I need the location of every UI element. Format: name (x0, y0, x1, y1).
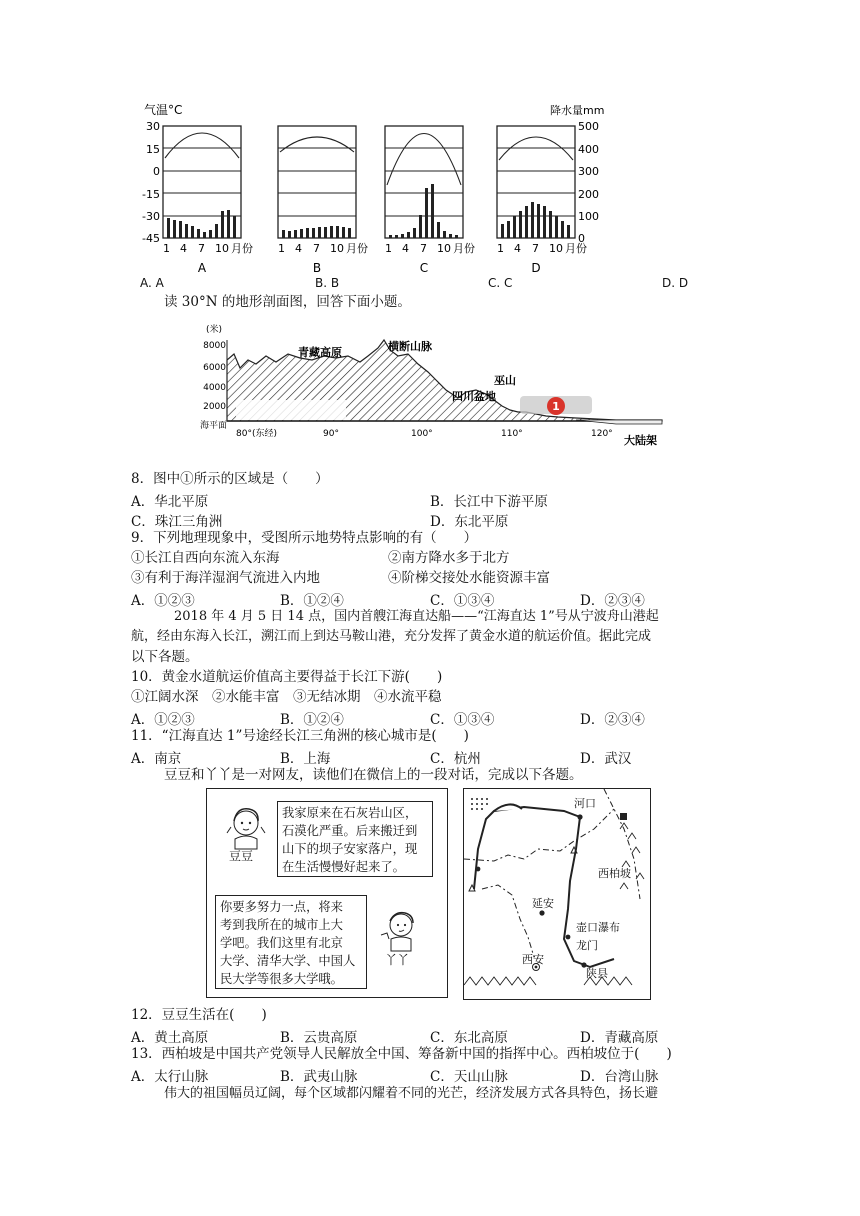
map-figure (463, 788, 651, 1000)
map-label-hekou: 河口 (574, 797, 596, 810)
q10-option-c[interactable]: C．①③④ (430, 712, 495, 728)
month-tick: 7 (532, 242, 539, 255)
precip-tick: 400 (578, 143, 599, 156)
yaya-line: 民大学等很多大学哦。 (220, 972, 343, 986)
q9-item-1: ①长江自西向东流入东海 (131, 550, 280, 566)
profile-label-sichuan: 四川盆地 (452, 390, 496, 403)
month-tick: 4 (402, 242, 409, 255)
q12-option-d[interactable]: D．青藏高原 (580, 1030, 659, 1046)
profile-y-tick: 2000 (203, 402, 226, 412)
temp-tick: 0 (153, 165, 160, 178)
temp-tick: -15 (142, 188, 160, 201)
month-tick: 月份 (346, 242, 368, 255)
map-label-yanan: 延安 (532, 897, 554, 910)
month-tick: 4 (514, 242, 521, 255)
q10-items: ①江阔水深 ②水能丰富 ③无结冰期 ④水流平稳 (131, 689, 442, 705)
chat-figure (206, 788, 448, 998)
month-tick: 7 (313, 242, 320, 255)
precip-tick: 0 (578, 232, 585, 245)
precip-tick: 500 (578, 120, 599, 133)
q12-option-b[interactable]: B．云贵高原 (280, 1030, 358, 1046)
q13-option-b[interactable]: B．武夷山脉 (280, 1069, 358, 1085)
answer-option-c[interactable]: C. C (488, 276, 513, 290)
month-tick: 10 (330, 242, 344, 255)
panel-letter: B (312, 261, 322, 275)
q9-item-4: ④阶梯交接处水能资源丰富 (388, 570, 550, 586)
panel-letter: C (419, 261, 429, 275)
climate-panel-c (385, 126, 463, 238)
answer-option-b[interactable]: B. B (315, 276, 340, 290)
month-tick: 月份 (231, 242, 253, 255)
q10-option-d[interactable]: D．②③④ (580, 712, 645, 728)
passage-2: 豆豆和丫丫是一对网友，读他们在微信上的一段对话，完成以下各题。 (164, 767, 583, 783)
q13-option-d[interactable]: D．台湾山脉 (580, 1069, 659, 1085)
q8-option-d[interactable]: D．东北平原 (430, 514, 509, 530)
temp-tick: 15 (146, 143, 160, 156)
profile-y-tick: 4000 (203, 383, 226, 393)
profile-y-tick: 6000 (203, 363, 226, 373)
precip-tick: 100 (578, 210, 599, 223)
month-tick: 1 (385, 242, 392, 255)
profile-label-shelf: 大陆架 (624, 434, 657, 447)
q9-item-3: ③有利于海洋湿润气流进入内地 (131, 570, 320, 586)
q11-option-a[interactable]: A．南京 (131, 751, 182, 767)
passage-3: 伟大的祖国幅员辽阔，每个区域都闪耀着不同的光芒，经济发展方式各具特色，扬长避 (164, 1086, 659, 1101)
profile-y-unit: (米) (206, 325, 223, 335)
q12-option-c[interactable]: C．东北高原 (430, 1030, 508, 1046)
temp-tick: -45 (142, 232, 160, 245)
month-tick: 7 (198, 242, 205, 255)
month-tick: 10 (549, 242, 563, 255)
q10-option-a[interactable]: A．①②③ (131, 712, 195, 728)
doudou-line: 在生活慢慢好起来了。 (282, 860, 405, 874)
map-label-xibaipo: 西柏坡 (598, 867, 631, 880)
profile-label-wushan: 巫山 (494, 374, 516, 387)
terrain-profile (196, 320, 666, 450)
q11-option-d[interactable]: D．武汉 (580, 751, 632, 767)
profile-x-tick: 90° (323, 429, 339, 439)
marker-1-label: 1 (552, 400, 560, 413)
doudou-message (277, 801, 433, 877)
passage-1-line-3: 以下各题。 (131, 649, 199, 665)
doudou-line: 石漠化严重。后来搬迁到 (282, 824, 418, 838)
map-label-shanxian: 陕县 (586, 967, 608, 980)
profile-x-tick: 120° (591, 429, 613, 439)
map-label-hukou: 壶口瀑布 (576, 921, 620, 934)
month-tick: 月份 (565, 242, 587, 255)
profile-x-tick: 100° (411, 429, 433, 439)
q9-option-d[interactable]: D．②③④ (580, 593, 645, 609)
q8-option-a[interactable]: A．华北平原 (131, 494, 209, 510)
month-tick: 10 (215, 242, 229, 255)
month-tick: 1 (278, 242, 285, 255)
profile-label-hengduan: 横断山脉 (388, 340, 432, 353)
map-label-longmen: 龙门 (576, 939, 598, 952)
precip-tick: 200 (578, 188, 599, 201)
month-tick: 1 (497, 242, 504, 255)
month-tick: 1 (163, 242, 170, 255)
month-tick: 月份 (453, 242, 475, 255)
profile-x-tick: 110° (501, 429, 523, 439)
passage-1-line-2: 航，经由东海入长江，溯江而上到达马鞍山港，充分发挥了黄金水道的航运价值。据此完成 (131, 629, 652, 644)
temp-tick: 30 (146, 120, 160, 133)
q9-stem: 9．下列地理现象中，受图所示地势特点影响的有（ ） (131, 530, 478, 546)
q13-option-c[interactable]: C．天山山脉 (430, 1069, 508, 1085)
q12-option-a[interactable]: A．黄土高原 (131, 1030, 209, 1046)
answer-option-a[interactable]: A. A (140, 276, 164, 290)
climate-charts (140, 100, 610, 275)
doudou-line: 我家原来在石灰岩山区， (282, 806, 418, 820)
q8-option-b[interactable]: B．长江中下游平原 (430, 494, 548, 510)
precip-axis-label: 降水量mm (550, 104, 605, 117)
xibaipo-marker (620, 813, 627, 820)
yaya-name: 丫丫 (385, 953, 410, 967)
q9-item-2: ②南方降水多于北方 (388, 550, 510, 566)
profile-y-tick: 8000 (203, 341, 226, 351)
q11-stem: 11．“江海直达 1”号途经长江三角洲的核心城市是( ) (131, 728, 469, 744)
q9-option-b[interactable]: B．①②④ (280, 593, 344, 609)
climate-panel-b (278, 126, 356, 238)
temp-tick: -30 (142, 210, 160, 223)
profile-intro: 读 30°N 的地形剖面图，回答下面小题。 (164, 294, 411, 310)
q9-option-c[interactable]: C．①③④ (430, 593, 495, 609)
yaya-line: 考到我所在的城市上大 (220, 918, 343, 932)
yaya-message (215, 895, 367, 989)
month-tick: 10 (437, 242, 451, 255)
answer-option-d[interactable]: D. D (662, 276, 689, 290)
q12-stem: 12．豆豆生活在( ) (131, 1007, 267, 1023)
doudou-line: 山下的坝子安家落户，现 (282, 842, 418, 856)
month-tick: 4 (180, 242, 187, 255)
q8-stem: 8．图中①所示的区域是（ ） (131, 471, 329, 487)
q11-option-c[interactable]: C．杭州 (430, 751, 481, 767)
month-tick: 7 (420, 242, 427, 255)
map-label-xian: 西安 (522, 953, 544, 966)
panel-letter: A (197, 261, 207, 275)
city-hekou-dot (577, 814, 582, 819)
month-tick: 4 (295, 242, 302, 255)
yaya-line: 大学、清华大学、中国人 (220, 954, 356, 968)
passage-1-line-1: 2018 年 4 月 5 日 14 点，国内首艘江海直达船——“江海直达 1”号从宁波舟山港起 (174, 609, 659, 624)
yaya-avatar (375, 905, 425, 953)
q13-stem: 13．西柏坡是中国共产党领导人民解放全中国、筹备新中国的指挥中心。西柏坡位于( ) (131, 1046, 672, 1062)
temp-axis-label: 气温°C (144, 103, 183, 117)
doudou-avatar (223, 803, 269, 853)
q10-stem: 10．黄金水道航运价值高主要得益于长江下游( ) (131, 669, 443, 685)
doudou-name: 豆豆 (229, 849, 254, 863)
sea-level-label: 海平面 (200, 421, 228, 431)
city-yanan-dot (539, 910, 544, 915)
yaya-line: 学吧。我们这里有北京 (220, 936, 343, 950)
q9-option-a[interactable]: A．①②③ (131, 593, 195, 609)
yaya-line: 你要多努力一点，将来 (220, 900, 343, 914)
profile-label-qingzang: 青藏高原 (298, 346, 342, 359)
climate-panel-d (497, 126, 575, 238)
climate-panel-a (163, 126, 241, 238)
profile-x-tick: 80°(东经) (236, 429, 277, 439)
loess-map (464, 789, 650, 999)
q13-option-a[interactable]: A．太行山脉 (131, 1069, 209, 1085)
precip-tick: 300 (578, 165, 599, 178)
q11-option-b[interactable]: B．上海 (280, 751, 331, 767)
panel-letter: D (531, 261, 541, 275)
q10-option-b[interactable]: B．①②④ (280, 712, 344, 728)
q8-option-c[interactable]: C．珠江三角洲 (131, 514, 223, 530)
